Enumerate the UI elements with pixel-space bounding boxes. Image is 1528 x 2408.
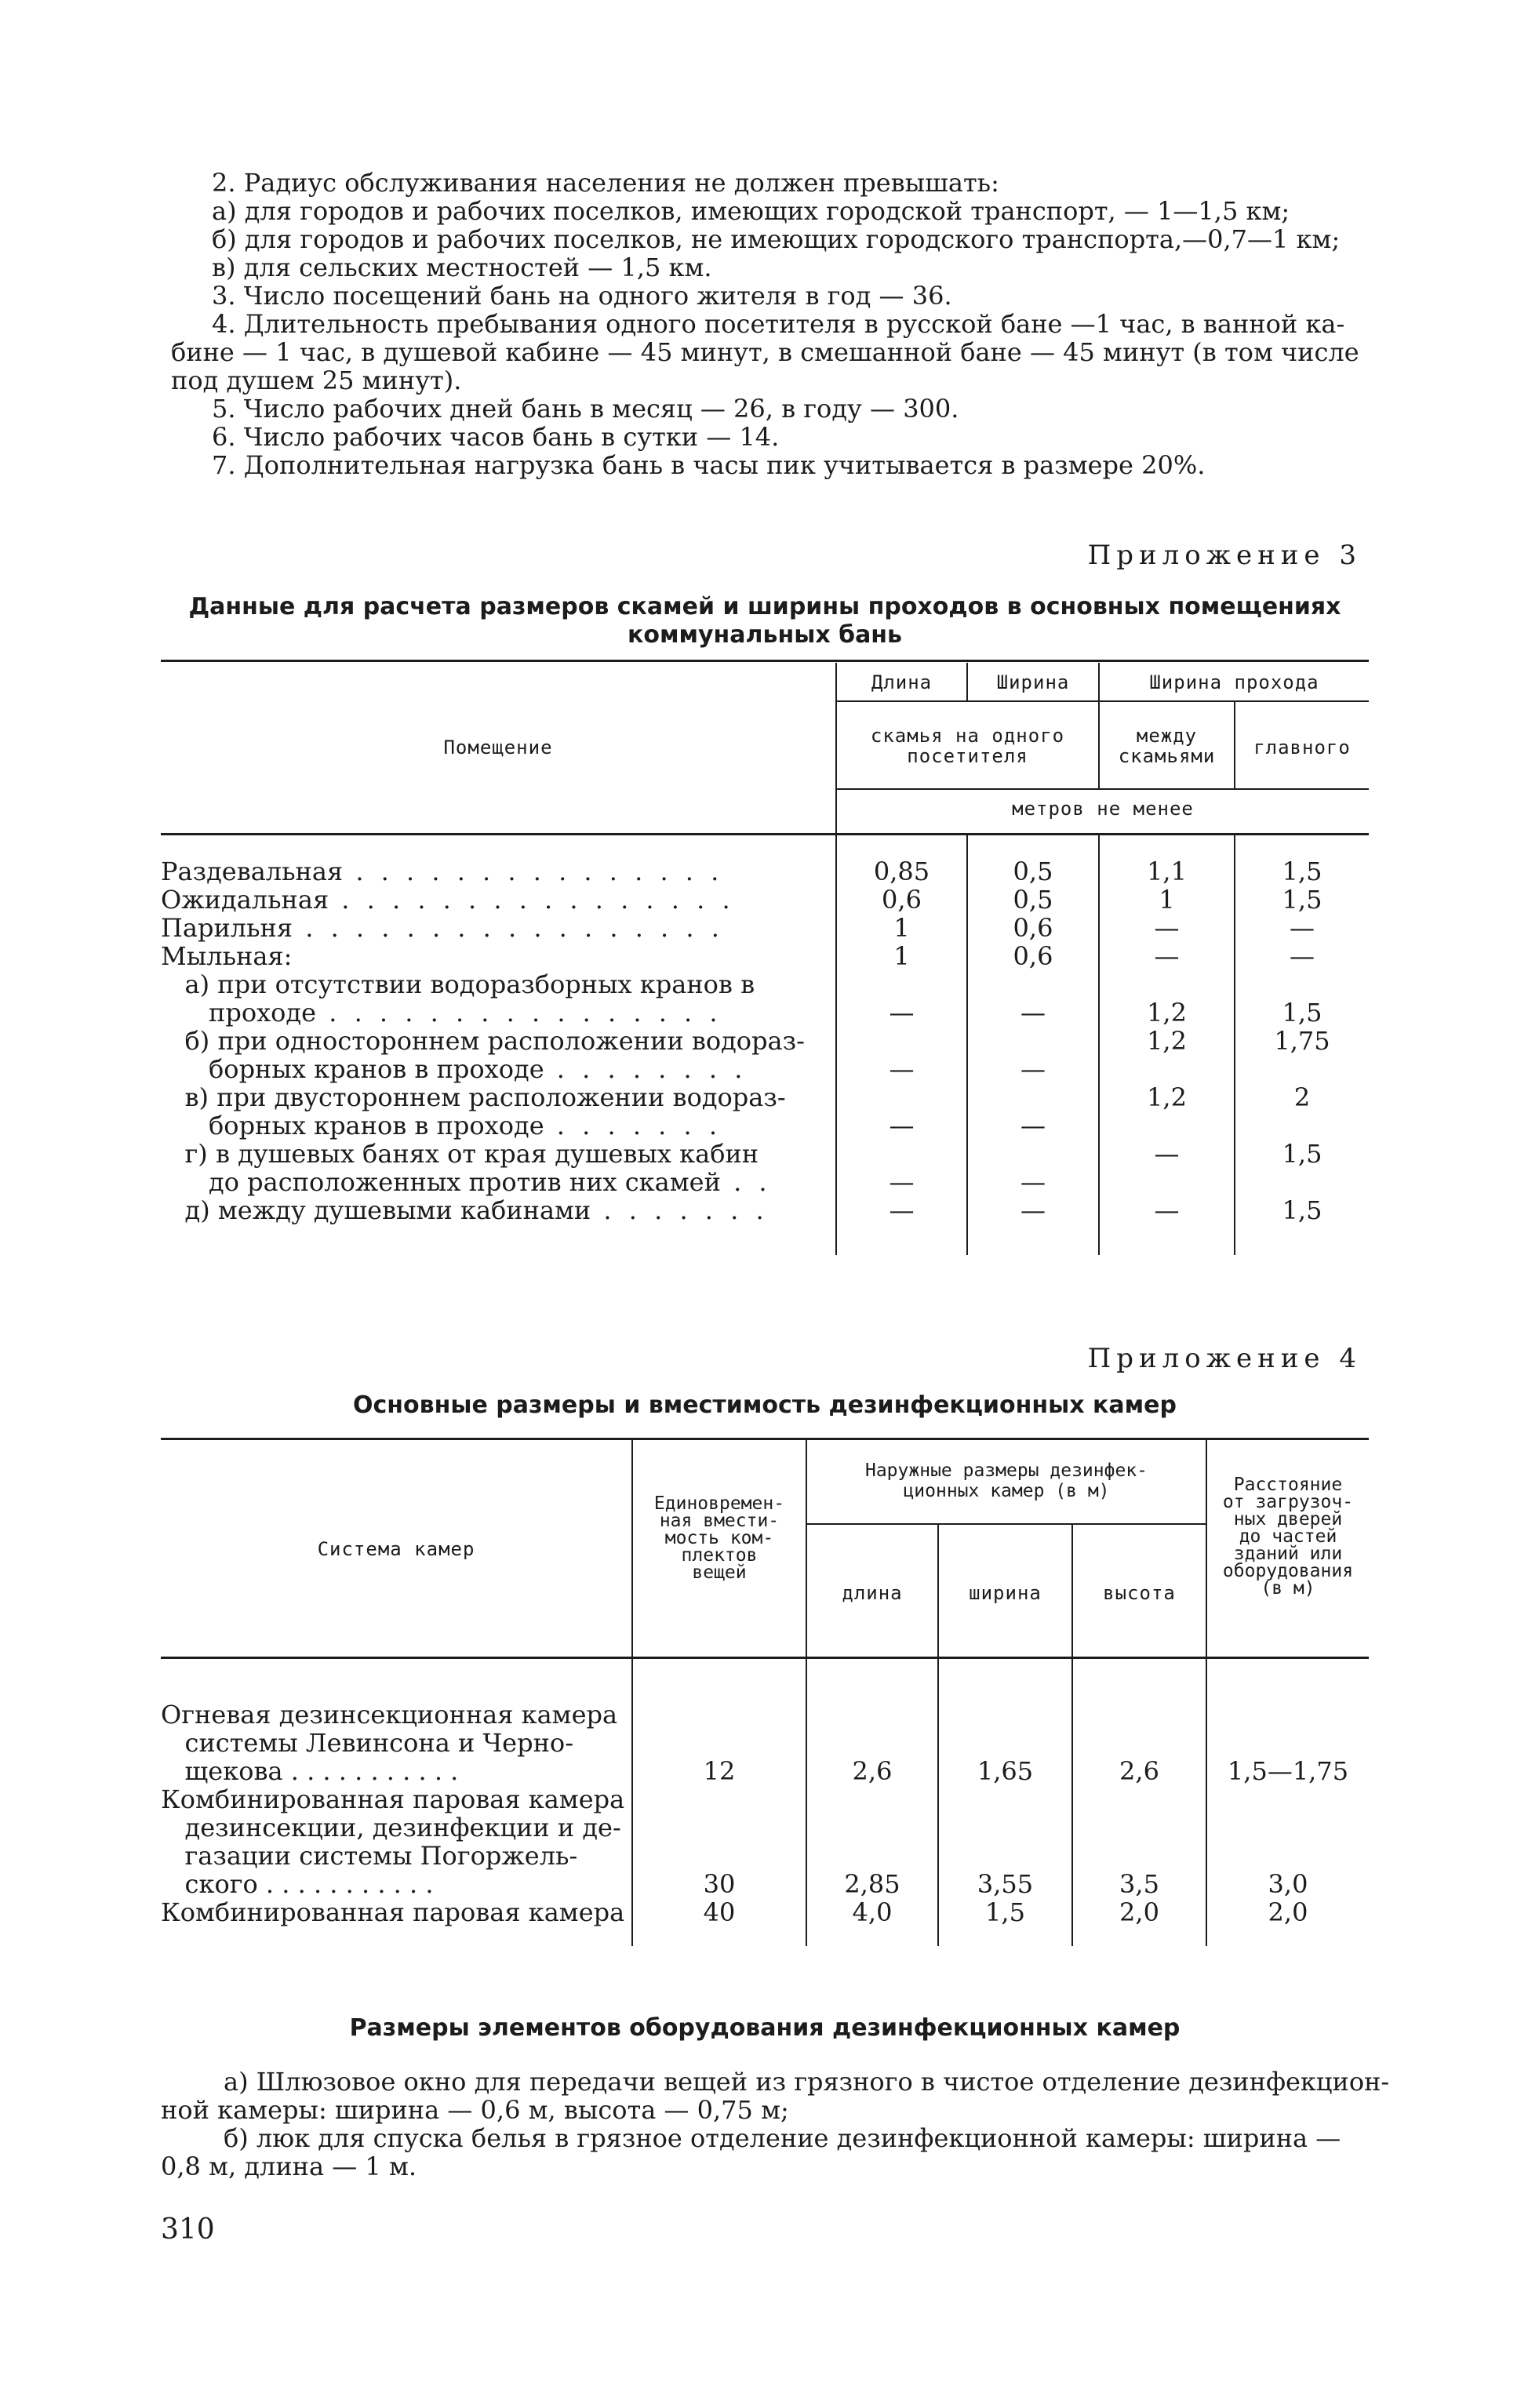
cell-length: 1 <box>893 913 910 943</box>
row-label-text: Парильня <box>161 913 293 943</box>
cell-width: — <box>1020 998 1046 1028</box>
cell-main: 1,5 <box>1282 885 1322 915</box>
rule <box>161 1657 1369 1659</box>
cell-height: 3,5 <box>1119 1869 1159 1899</box>
intro-line: б) для городов и рабочих поселков, не имеющих городского транспорта,—0,7—1 км; <box>212 224 1341 254</box>
cell-main: 1,5 <box>1282 1139 1322 1169</box>
row-label-text: Раздевальная <box>161 857 344 886</box>
row-label-text: борных кранов в проходе <box>161 1111 544 1140</box>
cell-main: 1,5 <box>1282 857 1322 886</box>
row-label <box>161 1027 805 1055</box>
row-label <box>161 970 755 998</box>
cell-distance: 3,0 <box>1268 1869 1308 1899</box>
row-label <box>161 857 723 886</box>
row-label-text: б) при одностороннем расположении водораз- <box>161 1026 805 1056</box>
rule <box>161 833 1369 835</box>
col-width: ширина <box>969 1582 1042 1604</box>
rule <box>161 1438 1369 1440</box>
leader-dots: . . . . . . . <box>544 1111 722 1140</box>
cell-between: — <box>1154 1195 1180 1225</box>
cell-length: 2,85 <box>844 1869 900 1899</box>
cell-main: 1,75 <box>1274 1026 1330 1056</box>
intro-line: 5. Число рабочих дней бань в месяц — 26, в году — 300. <box>212 394 959 424</box>
cell-width: 0,5 <box>1013 857 1053 886</box>
equipment-line: 0,8 м, длина — 1 м. <box>161 2152 417 2181</box>
row-label: Комбинированная паровая камера <box>161 1897 625 1927</box>
col-passage-width: Ширина прохода <box>1149 671 1319 693</box>
cell-width: 3,55 <box>977 1869 1034 1899</box>
row-label-text: Ожидальная <box>161 885 329 915</box>
row-label: щекова . . . . . . . . . . . <box>161 1756 459 1786</box>
cell-length: 1 <box>893 941 910 971</box>
col-height: высота <box>1103 1582 1176 1604</box>
row-label-text: в) при двустороннем расположении водораз- <box>161 1082 786 1112</box>
row-label <box>161 1168 772 1196</box>
cell-height: 2,6 <box>1119 1756 1159 1786</box>
cell-width: 0,6 <box>1013 913 1053 943</box>
table-title: Основные размеры и вместимость дезинфекционных камер <box>353 1391 1177 1419</box>
row-label <box>161 1140 759 1168</box>
row-label-text: д) между душевыми кабинами <box>161 1195 591 1225</box>
cell-width: — <box>1020 1111 1046 1140</box>
leader-dots: . . . . . . . . . . . . . . . . . <box>293 913 724 943</box>
cell-main: 1,5 <box>1282 1195 1322 1225</box>
col-main: главного <box>1253 737 1351 758</box>
cell-main: — <box>1290 913 1315 943</box>
equipment-line: а) Шлюзовое окно для передачи вещей из грязного в чистое отделение дезинфекцион- <box>224 2067 1390 2097</box>
row-label <box>161 942 292 970</box>
intro-line: а) для городов и рабочих поселков, имеющих городской транспорт, — 1—1,5 км; <box>212 196 1290 226</box>
intro-line: 3. Число посещений бань на одного жителя в год — 36. <box>212 281 952 311</box>
cell-main: — <box>1290 941 1315 971</box>
intro-line: 4. Длительность пребывания одного посетителя в русской бане —1 час, в ванной ка- <box>212 309 1345 339</box>
cell-length: — <box>889 1111 915 1140</box>
row-label <box>161 998 722 1027</box>
row-label <box>161 914 724 942</box>
intro-line: 2. Радиус обслуживания населения не должен превышать: <box>212 168 999 198</box>
cell-width: — <box>1020 1167 1046 1197</box>
cell-between: 1,2 <box>1147 998 1187 1028</box>
col-system: Система камер <box>317 1538 475 1560</box>
cell-length: — <box>889 1195 915 1225</box>
cell-width: — <box>1020 1195 1046 1225</box>
cell-width: 0,6 <box>1013 941 1053 971</box>
col-capacity: Единовремен- ная вмести- мость ком- плектов вещей <box>653 1493 785 1583</box>
col-width: Ширина <box>996 671 1070 693</box>
row-label-text: до расположенных против них скамей <box>161 1167 721 1197</box>
leader-dots: . . . . . . . <box>591 1195 769 1225</box>
col-length: Длина <box>871 671 933 693</box>
cell-width: 1,5 <box>985 1897 1025 1927</box>
cell-capacity: 30 <box>703 1869 736 1899</box>
rule <box>806 1523 1206 1525</box>
intro-line: 6. Число рабочих часов бань в сутки — 14. <box>212 422 780 452</box>
cell-between: — <box>1154 1139 1180 1169</box>
row-label-text: проходе <box>161 998 317 1028</box>
row-label-text: Мыльная: <box>161 941 293 971</box>
cell-width: 0,5 <box>1013 885 1053 915</box>
cell-between: 1 <box>1159 885 1175 915</box>
cell-width: — <box>1020 1054 1046 1084</box>
row-label <box>161 1196 769 1224</box>
cell-between: — <box>1154 913 1180 943</box>
table-title: Данные для расчета размеров скамей и ширины проходов в основных помещениях <box>188 593 1341 620</box>
page-number: 310 <box>161 2213 215 2246</box>
leader-dots: . . <box>720 1167 772 1197</box>
intro-line: 7. Дополнительная нагрузка бань в часы пик учитывается в размере 20%. <box>212 450 1206 480</box>
section-title: Размеры элементов оборудования дезинфекционных камер <box>349 2014 1181 2042</box>
row-label: Комбинированная паровая камера <box>161 1784 625 1814</box>
row-label-text: г) в душевых банях от края душевых кабин <box>161 1139 759 1169</box>
cell-between: 1,2 <box>1147 1082 1187 1112</box>
row-label-text: а) при отсутствии водоразборных кранов в <box>161 969 755 999</box>
appendix-label: Приложение 4 <box>1087 1343 1362 1374</box>
row-label: системы Левинсона и Черно- <box>161 1728 573 1758</box>
leader-dots: . . . . . . . . . . . . . . . <box>343 857 724 886</box>
cell-length: — <box>889 998 915 1028</box>
intro-line: в) для сельских местностей — 1,5 км. <box>212 253 712 282</box>
rule <box>835 788 1369 790</box>
rule <box>835 700 1369 702</box>
cell-width: 1,65 <box>977 1756 1034 1786</box>
table-title-cont: коммунальных бань <box>627 621 903 649</box>
cell-distance: 2,0 <box>1268 1897 1308 1927</box>
cell-length: 0,85 <box>873 857 930 886</box>
cell-length: — <box>889 1167 915 1197</box>
leader-dots: . . . . . . . . . . . . . . . . <box>316 998 722 1028</box>
intro-line: под душем 25 минут). <box>171 366 462 395</box>
appendix-label: Приложение 3 <box>1087 540 1362 571</box>
row-label: ского . . . . . . . . . . . <box>161 1869 434 1899</box>
cell-main: 1,5 <box>1282 998 1322 1028</box>
leader-dots: . . . . . . . . . . . . . . . . <box>329 885 735 915</box>
cell-length: 4,0 <box>852 1897 893 1927</box>
cell-main: 2 <box>1293 1082 1311 1112</box>
cell-length: 2,6 <box>852 1756 893 1786</box>
rule <box>161 660 1369 662</box>
intro-line: бине — 1 час, в душевой кабине — 45 минут, в смешанной бане — 45 минут (в том числе <box>171 337 1359 367</box>
equipment-line: б) люк для спуска белья в грязное отделение дезинфекционной камеры: ширина — <box>224 2123 1341 2153</box>
col-distance: Расстояние от загрузоч- ных дверей до частей зданий или оборудования (в м) <box>1222 1475 1354 1599</box>
row-label <box>161 1083 786 1111</box>
row-label <box>161 886 735 914</box>
row-label: газации системы Погоржель- <box>161 1841 578 1871</box>
cell-capacity: 40 <box>703 1897 736 1927</box>
cell-distance: 1,5—1,75 <box>1227 1756 1349 1786</box>
col-length: длина <box>842 1582 903 1604</box>
cell-height: 2,0 <box>1119 1897 1159 1927</box>
row-label: дезинсекции, дезинфекции и де- <box>161 1813 621 1842</box>
col-outer-sizes: Наружные размеры дезинфек- ционных камер (в м) <box>864 1460 1148 1501</box>
row-label-text: борных кранов в проходе <box>161 1054 544 1084</box>
cell-length: 0,6 <box>882 885 922 915</box>
cell-between: 1,2 <box>1147 1026 1187 1056</box>
leader-dots: . . . . . . . . <box>544 1054 748 1084</box>
cell-capacity: 12 <box>703 1756 736 1786</box>
equipment-line: ной камеры: ширина — 0,6 м, высота — 0,75 м; <box>161 2095 789 2125</box>
col-unit: метров не менее <box>1012 798 1194 820</box>
row-label <box>161 1055 747 1083</box>
col-bench: скамья на одного посетителя <box>870 725 1065 767</box>
col-between: между скамьями <box>1118 725 1216 767</box>
row-label: Огневая дезинсекционная камера <box>161 1700 618 1730</box>
cell-between: — <box>1154 941 1180 971</box>
cell-length: — <box>889 1054 915 1084</box>
col-room: Помещение <box>443 737 553 758</box>
cell-between: 1,1 <box>1147 857 1187 886</box>
row-label <box>161 1111 722 1140</box>
